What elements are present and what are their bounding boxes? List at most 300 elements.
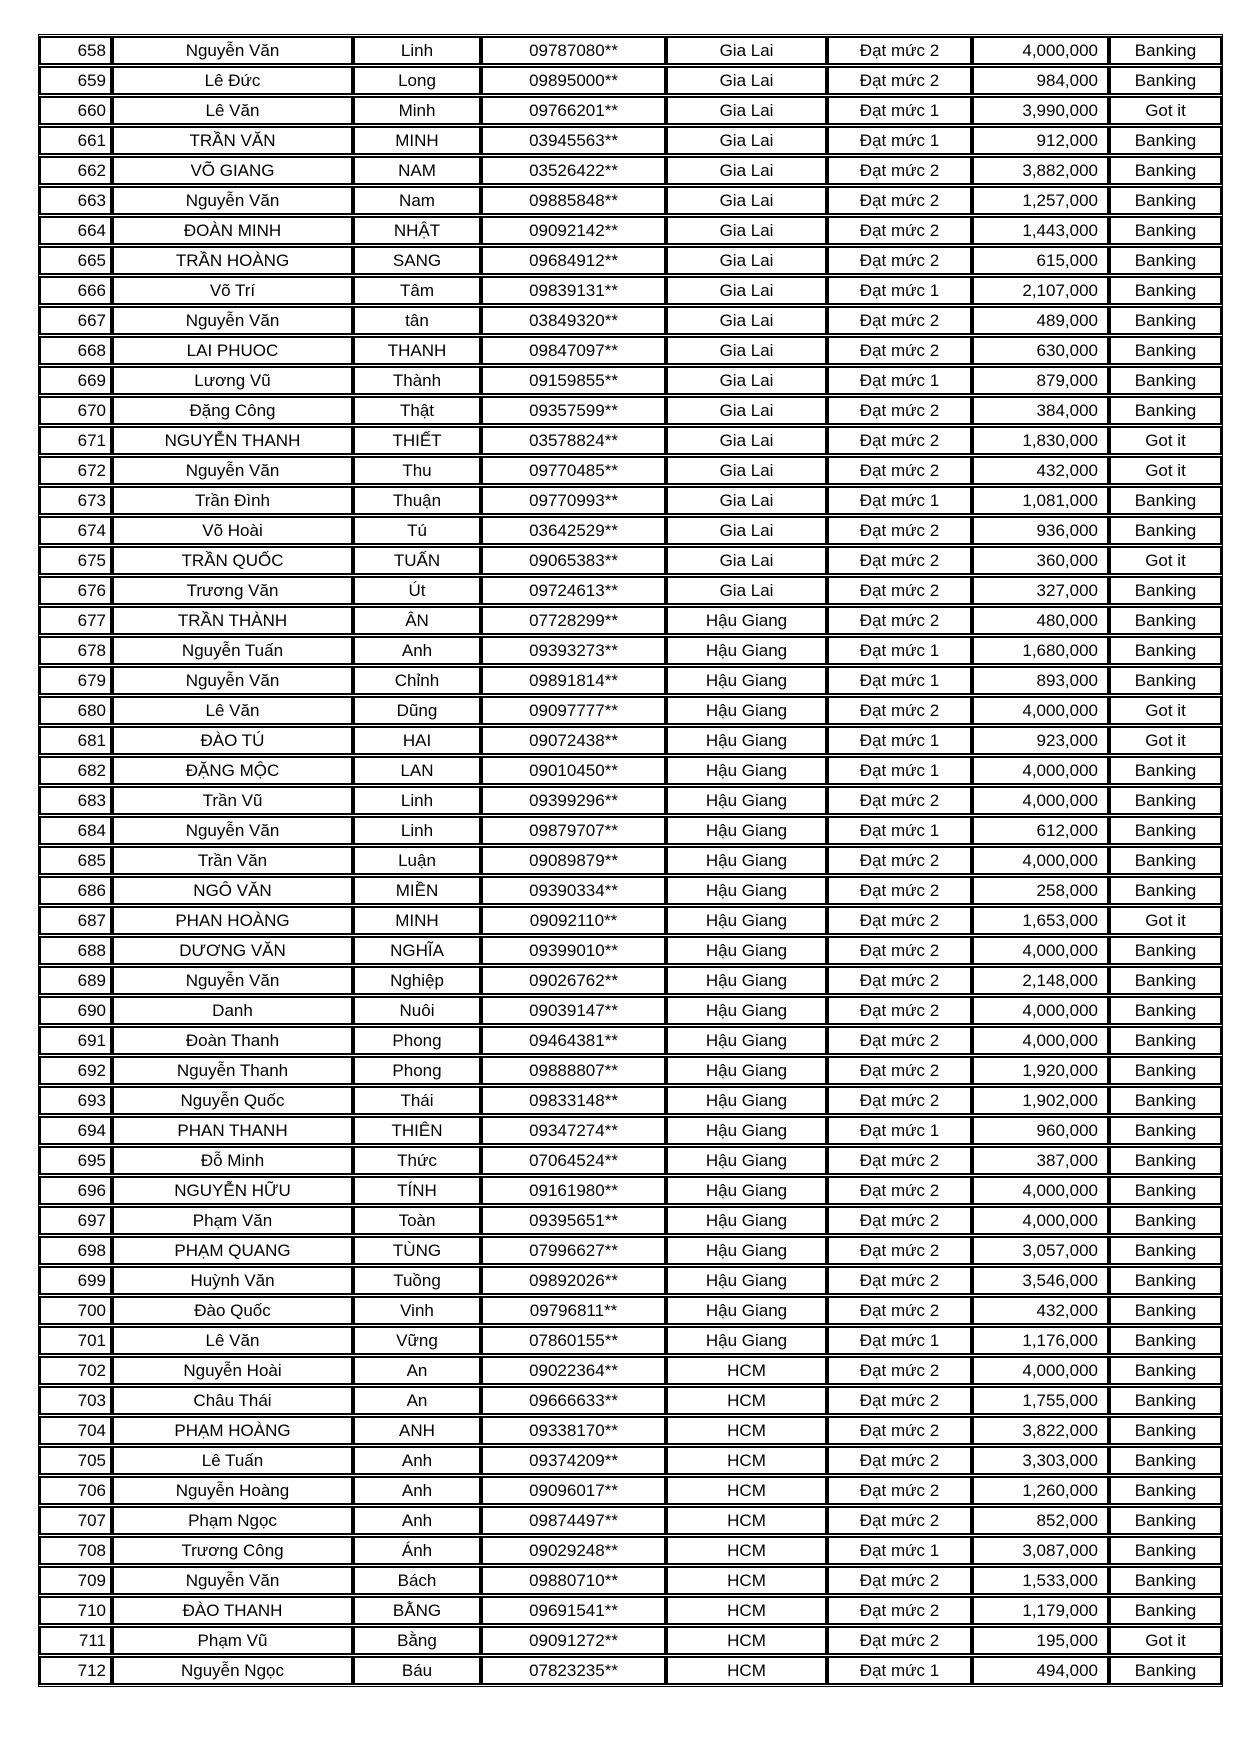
cell-last-name: MINH bbox=[353, 126, 481, 155]
cell-status: Banking bbox=[1109, 1176, 1222, 1205]
cell-last-name: Dũng bbox=[353, 696, 481, 725]
cell-province: Hậu Giang bbox=[666, 1086, 827, 1115]
cell-id: 687 bbox=[39, 906, 112, 935]
cell-phone: 09839131** bbox=[481, 276, 666, 305]
table-row bbox=[39, 936, 1222, 965]
cell-last-name: NGHĨA bbox=[353, 936, 481, 965]
table-row bbox=[39, 1386, 1222, 1415]
cell-id: 668 bbox=[39, 336, 112, 365]
cell-phone: 09691541** bbox=[481, 1596, 666, 1625]
cell-first-name: Lê Tuấn bbox=[112, 1446, 353, 1475]
cell-amount: 630,000 bbox=[972, 336, 1109, 365]
cell-status: Banking bbox=[1109, 1236, 1222, 1265]
cell-last-name: Tâm bbox=[353, 276, 481, 305]
cell-province: HCM bbox=[666, 1656, 827, 1685]
cell-level: Đạt mức 2 bbox=[827, 336, 972, 365]
cell-province: Hậu Giang bbox=[666, 1056, 827, 1085]
cell-last-name: THANH bbox=[353, 336, 481, 365]
cell-first-name: Nguyễn Ngọc bbox=[112, 1656, 353, 1685]
table-row bbox=[39, 276, 1222, 305]
table-row bbox=[39, 996, 1222, 1025]
cell-status: Got it bbox=[1109, 726, 1222, 755]
cell-amount: 1,081,000 bbox=[972, 486, 1109, 515]
cell-first-name: Trần Văn bbox=[112, 846, 353, 875]
cell-phone: 09880710** bbox=[481, 1566, 666, 1595]
cell-id: 672 bbox=[39, 456, 112, 485]
cell-phone: 09096017** bbox=[481, 1476, 666, 1505]
cell-status: Banking bbox=[1109, 786, 1222, 815]
cell-id: 693 bbox=[39, 1086, 112, 1115]
cell-province: Hậu Giang bbox=[666, 636, 827, 665]
cell-last-name: tân bbox=[353, 306, 481, 335]
table-row bbox=[39, 1566, 1222, 1595]
cell-phone: 09395651** bbox=[481, 1206, 666, 1235]
cell-id: 698 bbox=[39, 1236, 112, 1265]
cell-level: Đạt mức 2 bbox=[827, 996, 972, 1025]
cell-last-name: An bbox=[353, 1386, 481, 1415]
cell-phone: 09390334** bbox=[481, 876, 666, 905]
cell-status: Banking bbox=[1109, 636, 1222, 665]
cell-level: Đạt mức 2 bbox=[827, 606, 972, 635]
cell-level: Đạt mức 2 bbox=[827, 1506, 972, 1535]
cell-last-name: ANH bbox=[353, 1416, 481, 1445]
cell-province: HCM bbox=[666, 1476, 827, 1505]
table-row bbox=[39, 336, 1222, 365]
cell-status: Banking bbox=[1109, 276, 1222, 305]
cell-id: 691 bbox=[39, 1026, 112, 1055]
cell-last-name: NAM bbox=[353, 156, 481, 185]
cell-first-name: Nguyễn Thanh bbox=[112, 1056, 353, 1085]
cell-level: Đạt mức 2 bbox=[827, 696, 972, 725]
cell-level: Đạt mức 2 bbox=[827, 1356, 972, 1385]
cell-last-name: THIẾT bbox=[353, 426, 481, 455]
cell-amount: 4,000,000 bbox=[972, 756, 1109, 785]
cell-status: Banking bbox=[1109, 1266, 1222, 1295]
cell-level: Đạt mức 1 bbox=[827, 366, 972, 395]
cell-id: 688 bbox=[39, 936, 112, 965]
cell-province: Gia Lai bbox=[666, 486, 827, 515]
cell-last-name: ÂN bbox=[353, 606, 481, 635]
cell-status: Banking bbox=[1109, 936, 1222, 965]
cell-last-name: Anh bbox=[353, 1476, 481, 1505]
cell-amount: 1,176,000 bbox=[972, 1326, 1109, 1355]
cell-amount: 3,303,000 bbox=[972, 1446, 1109, 1475]
cell-province: HCM bbox=[666, 1416, 827, 1445]
cell-province: Hậu Giang bbox=[666, 1296, 827, 1325]
table-row bbox=[39, 396, 1222, 425]
cell-province: HCM bbox=[666, 1596, 827, 1625]
table-row bbox=[39, 186, 1222, 215]
cell-last-name: Thái bbox=[353, 1086, 481, 1115]
cell-status: Banking bbox=[1109, 1356, 1222, 1385]
cell-level: Đạt mức 1 bbox=[827, 1656, 972, 1685]
cell-level: Đạt mức 2 bbox=[827, 936, 972, 965]
table-row bbox=[39, 1446, 1222, 1475]
table-row bbox=[39, 1026, 1222, 1055]
cell-first-name: Danh bbox=[112, 996, 353, 1025]
cell-province: HCM bbox=[666, 1386, 827, 1415]
cell-first-name: Đào Quốc bbox=[112, 1296, 353, 1325]
cell-status: Banking bbox=[1109, 1446, 1222, 1475]
table-row bbox=[39, 576, 1222, 605]
cell-amount: 1,443,000 bbox=[972, 216, 1109, 245]
cell-phone: 07996627** bbox=[481, 1236, 666, 1265]
cell-status: Banking bbox=[1109, 306, 1222, 335]
cell-status: Banking bbox=[1109, 756, 1222, 785]
cell-phone: 03578824** bbox=[481, 426, 666, 455]
cell-status: Banking bbox=[1109, 576, 1222, 605]
table-row bbox=[39, 906, 1222, 935]
cell-status: Got it bbox=[1109, 696, 1222, 725]
cell-id: 686 bbox=[39, 876, 112, 905]
cell-id: 682 bbox=[39, 756, 112, 785]
cell-first-name: Đỗ Minh bbox=[112, 1146, 353, 1175]
cell-phone: 03945563** bbox=[481, 126, 666, 155]
cell-level: Đạt mức 2 bbox=[827, 426, 972, 455]
cell-id: 670 bbox=[39, 396, 112, 425]
cell-last-name: Anh bbox=[353, 1446, 481, 1475]
cell-id: 677 bbox=[39, 606, 112, 635]
cell-amount: 4,000,000 bbox=[972, 696, 1109, 725]
cell-level: Đạt mức 2 bbox=[827, 876, 972, 905]
cell-amount: 1,680,000 bbox=[972, 636, 1109, 665]
cell-status: Banking bbox=[1109, 666, 1222, 695]
cell-amount: 4,000,000 bbox=[972, 846, 1109, 875]
cell-level: Đạt mức 1 bbox=[827, 276, 972, 305]
cell-amount: 3,546,000 bbox=[972, 1266, 1109, 1295]
cell-last-name: SANG bbox=[353, 246, 481, 275]
cell-id: 708 bbox=[39, 1536, 112, 1565]
cell-first-name: Lê Văn bbox=[112, 96, 353, 125]
cell-first-name: LAI PHUOC bbox=[112, 336, 353, 365]
cell-level: Đạt mức 2 bbox=[827, 576, 972, 605]
cell-phone: 09026762** bbox=[481, 966, 666, 995]
cell-level: Đạt mức 1 bbox=[827, 666, 972, 695]
cell-id: 667 bbox=[39, 306, 112, 335]
cell-level: Đạt mức 1 bbox=[827, 486, 972, 515]
cell-amount: 912,000 bbox=[972, 126, 1109, 155]
cell-amount: 4,000,000 bbox=[972, 936, 1109, 965]
cell-id: 661 bbox=[39, 126, 112, 155]
cell-first-name: NGUYỄN THANH bbox=[112, 426, 353, 455]
cell-id: 678 bbox=[39, 636, 112, 665]
table-row bbox=[39, 816, 1222, 845]
table-row bbox=[39, 636, 1222, 665]
table-row bbox=[39, 486, 1222, 515]
cell-province: Hậu Giang bbox=[666, 1176, 827, 1205]
cell-id: 673 bbox=[39, 486, 112, 515]
cell-last-name: TÙNG bbox=[353, 1236, 481, 1265]
cell-last-name: Thành bbox=[353, 366, 481, 395]
cell-status: Banking bbox=[1109, 396, 1222, 425]
cell-level: Đạt mức 2 bbox=[827, 906, 972, 935]
cell-phone: 07823235** bbox=[481, 1656, 666, 1685]
cell-id: 706 bbox=[39, 1476, 112, 1505]
cell-level: Đạt mức 2 bbox=[827, 66, 972, 95]
cell-first-name: Trương Văn bbox=[112, 576, 353, 605]
cell-level: Đạt mức 2 bbox=[827, 1146, 972, 1175]
cell-province: HCM bbox=[666, 1356, 827, 1385]
cell-amount: 3,990,000 bbox=[972, 96, 1109, 125]
cell-province: Hậu Giang bbox=[666, 726, 827, 755]
cell-status: Banking bbox=[1109, 1206, 1222, 1235]
cell-last-name: Linh bbox=[353, 36, 481, 65]
cell-level: Đạt mức 2 bbox=[827, 306, 972, 335]
cell-province: Gia Lai bbox=[666, 156, 827, 185]
cell-last-name: Phong bbox=[353, 1026, 481, 1055]
cell-id: 700 bbox=[39, 1296, 112, 1325]
cell-province: Gia Lai bbox=[666, 306, 827, 335]
cell-amount: 984,000 bbox=[972, 66, 1109, 95]
cell-phone: 09885848** bbox=[481, 186, 666, 215]
cell-phone: 09089879** bbox=[481, 846, 666, 875]
table-row bbox=[39, 786, 1222, 815]
cell-phone: 03642529** bbox=[481, 516, 666, 545]
cell-first-name: ĐẶNG MỘC bbox=[112, 756, 353, 785]
cell-amount: 384,000 bbox=[972, 396, 1109, 425]
cell-status: Banking bbox=[1109, 1416, 1222, 1445]
table-row bbox=[39, 1476, 1222, 1505]
cell-level: Đạt mức 2 bbox=[827, 516, 972, 545]
cell-last-name: HAI bbox=[353, 726, 481, 755]
cell-last-name: NHẬT bbox=[353, 216, 481, 245]
cell-id: 671 bbox=[39, 426, 112, 455]
table-row bbox=[39, 1656, 1222, 1685]
cell-first-name: Trần Đình bbox=[112, 486, 353, 515]
cell-phone: 09399296** bbox=[481, 786, 666, 815]
cell-province: Hậu Giang bbox=[666, 1266, 827, 1295]
cell-level: Đạt mức 2 bbox=[827, 1476, 972, 1505]
cell-province: Gia Lai bbox=[666, 246, 827, 275]
table-row bbox=[39, 246, 1222, 275]
cell-level: Đạt mức 2 bbox=[827, 36, 972, 65]
cell-phone: 09796811** bbox=[481, 1296, 666, 1325]
cell-first-name: Nguyễn Văn bbox=[112, 456, 353, 485]
cell-level: Đạt mức 2 bbox=[827, 1266, 972, 1295]
cell-id: 690 bbox=[39, 996, 112, 1025]
cell-status: Banking bbox=[1109, 966, 1222, 995]
cell-amount: 432,000 bbox=[972, 456, 1109, 485]
cell-amount: 879,000 bbox=[972, 366, 1109, 395]
cell-phone: 09833148** bbox=[481, 1086, 666, 1115]
cell-first-name: ĐÀO TÚ bbox=[112, 726, 353, 755]
cell-status: Banking bbox=[1109, 816, 1222, 845]
cell-amount: 387,000 bbox=[972, 1146, 1109, 1175]
cell-first-name: TRẦN HOÀNG bbox=[112, 246, 353, 275]
cell-amount: 3,057,000 bbox=[972, 1236, 1109, 1265]
cell-status: Banking bbox=[1109, 846, 1222, 875]
cell-status: Banking bbox=[1109, 1476, 1222, 1505]
cell-level: Đạt mức 1 bbox=[827, 126, 972, 155]
cell-level: Đạt mức 2 bbox=[827, 1596, 972, 1625]
table-row bbox=[39, 366, 1222, 395]
cell-id: 696 bbox=[39, 1176, 112, 1205]
cell-amount: 936,000 bbox=[972, 516, 1109, 545]
cell-status: Banking bbox=[1109, 1026, 1222, 1055]
cell-phone: 09374209** bbox=[481, 1446, 666, 1475]
cell-first-name: Võ Hoài bbox=[112, 516, 353, 545]
cell-phone: 09092142** bbox=[481, 216, 666, 245]
cell-level: Đạt mức 1 bbox=[827, 1536, 972, 1565]
cell-last-name: Chỉnh bbox=[353, 666, 481, 695]
cell-province: Gia Lai bbox=[666, 516, 827, 545]
cell-phone: 09039147** bbox=[481, 996, 666, 1025]
cell-level: Đạt mức 2 bbox=[827, 1176, 972, 1205]
cell-level: Đạt mức 2 bbox=[827, 1026, 972, 1055]
cell-amount: 852,000 bbox=[972, 1506, 1109, 1535]
cell-status: Got it bbox=[1109, 906, 1222, 935]
cell-province: Hậu Giang bbox=[666, 966, 827, 995]
cell-first-name: TRẦN QUỐC bbox=[112, 546, 353, 575]
cell-level: Đạt mức 1 bbox=[827, 756, 972, 785]
cell-level: Đạt mức 2 bbox=[827, 1386, 972, 1415]
cell-id: 681 bbox=[39, 726, 112, 755]
cell-amount: 4,000,000 bbox=[972, 1176, 1109, 1205]
cell-last-name: Long bbox=[353, 66, 481, 95]
cell-phone: 09065383** bbox=[481, 546, 666, 575]
cell-first-name: Nguyễn Tuấn bbox=[112, 636, 353, 665]
cell-last-name: An bbox=[353, 1356, 481, 1385]
table-row bbox=[39, 1356, 1222, 1385]
cell-first-name: Nguyễn Văn bbox=[112, 1566, 353, 1595]
cell-amount: 612,000 bbox=[972, 816, 1109, 845]
cell-id: 666 bbox=[39, 276, 112, 305]
cell-last-name: Anh bbox=[353, 636, 481, 665]
cell-amount: 615,000 bbox=[972, 246, 1109, 275]
cell-status: Banking bbox=[1109, 1506, 1222, 1535]
cell-amount: 960,000 bbox=[972, 1116, 1109, 1145]
cell-last-name: Ánh bbox=[353, 1536, 481, 1565]
table-row bbox=[39, 306, 1222, 335]
cell-first-name: Nguyễn Hoàng bbox=[112, 1476, 353, 1505]
cell-phone: 03526422** bbox=[481, 156, 666, 185]
cell-province: Gia Lai bbox=[666, 336, 827, 365]
cell-phone: 09464381** bbox=[481, 1026, 666, 1055]
cell-province: Hậu Giang bbox=[666, 1236, 827, 1265]
cell-first-name: Nguyễn Quốc bbox=[112, 1086, 353, 1115]
cell-id: 701 bbox=[39, 1326, 112, 1355]
cell-province: HCM bbox=[666, 1446, 827, 1475]
cell-id: 662 bbox=[39, 156, 112, 185]
cell-id: 705 bbox=[39, 1446, 112, 1475]
cell-status: Banking bbox=[1109, 876, 1222, 905]
cell-phone: 09357599** bbox=[481, 396, 666, 425]
cell-id: 665 bbox=[39, 246, 112, 275]
cell-id: 699 bbox=[39, 1266, 112, 1295]
cell-province: Gia Lai bbox=[666, 36, 827, 65]
cell-phone: 09159855** bbox=[481, 366, 666, 395]
cell-province: Hậu Giang bbox=[666, 666, 827, 695]
cell-level: Đạt mức 2 bbox=[827, 1086, 972, 1115]
cell-province: Gia Lai bbox=[666, 576, 827, 605]
cell-province: Gia Lai bbox=[666, 66, 827, 95]
cell-last-name: Linh bbox=[353, 816, 481, 845]
cell-level: Đạt mức 2 bbox=[827, 966, 972, 995]
cell-status: Banking bbox=[1109, 1386, 1222, 1415]
cell-amount: 494,000 bbox=[972, 1656, 1109, 1685]
cell-phone: 09770485** bbox=[481, 456, 666, 485]
cell-id: 697 bbox=[39, 1206, 112, 1235]
table-row bbox=[39, 1236, 1222, 1265]
cell-first-name: Đoàn Thanh bbox=[112, 1026, 353, 1055]
cell-id: 694 bbox=[39, 1116, 112, 1145]
cell-last-name: Linh bbox=[353, 786, 481, 815]
cell-status: Banking bbox=[1109, 1326, 1222, 1355]
cell-first-name: Phạm Văn bbox=[112, 1206, 353, 1235]
cell-first-name: Huỳnh Văn bbox=[112, 1266, 353, 1295]
cell-id: 683 bbox=[39, 786, 112, 815]
cell-amount: 4,000,000 bbox=[972, 1026, 1109, 1055]
cell-level: Đạt mức 2 bbox=[827, 1206, 972, 1235]
cell-status: Banking bbox=[1109, 1146, 1222, 1175]
cell-first-name: NGUYỄN HỮU bbox=[112, 1176, 353, 1205]
cell-last-name: Thu bbox=[353, 456, 481, 485]
cell-first-name: Lê Văn bbox=[112, 1326, 353, 1355]
cell-first-name: Lê Văn bbox=[112, 696, 353, 725]
cell-level: Đạt mức 2 bbox=[827, 1056, 972, 1085]
cell-first-name: Trần Vũ bbox=[112, 786, 353, 815]
cell-last-name: TÍNH bbox=[353, 1176, 481, 1205]
cell-province: Hậu Giang bbox=[666, 696, 827, 725]
table-row bbox=[39, 36, 1222, 65]
cell-last-name: TUẤN bbox=[353, 546, 481, 575]
cell-id: 658 bbox=[39, 36, 112, 65]
cell-id: 703 bbox=[39, 1386, 112, 1415]
cell-first-name: Phạm Ngọc bbox=[112, 1506, 353, 1535]
table-body bbox=[39, 36, 1222, 1685]
cell-province: Gia Lai bbox=[666, 276, 827, 305]
cell-first-name: Đặng Công bbox=[112, 396, 353, 425]
cell-first-name: Lương Vũ bbox=[112, 366, 353, 395]
cell-phone: 09097777** bbox=[481, 696, 666, 725]
cell-last-name: Báu bbox=[353, 1656, 481, 1685]
cell-last-name: Vinh bbox=[353, 1296, 481, 1325]
cell-province: Gia Lai bbox=[666, 96, 827, 125]
table-row bbox=[39, 546, 1222, 575]
cell-id: 711 bbox=[39, 1626, 112, 1655]
cell-status: Banking bbox=[1109, 156, 1222, 185]
cell-first-name: TRẦN THÀNH bbox=[112, 606, 353, 635]
cell-province: Gia Lai bbox=[666, 546, 827, 575]
table-row bbox=[39, 1296, 1222, 1325]
cell-status: Banking bbox=[1109, 486, 1222, 515]
cell-status: Got it bbox=[1109, 96, 1222, 125]
cell-id: 659 bbox=[39, 66, 112, 95]
cell-phone: 09787080** bbox=[481, 36, 666, 65]
cell-level: Đạt mức 2 bbox=[827, 546, 972, 575]
cell-id: 689 bbox=[39, 966, 112, 995]
cell-first-name: Nguyễn Văn bbox=[112, 36, 353, 65]
cell-phone: 09891814** bbox=[481, 666, 666, 695]
cell-amount: 4,000,000 bbox=[972, 36, 1109, 65]
cell-level: Đạt mức 2 bbox=[827, 186, 972, 215]
table-row bbox=[39, 1206, 1222, 1235]
cell-status: Got it bbox=[1109, 546, 1222, 575]
cell-province: Gia Lai bbox=[666, 366, 827, 395]
cell-status: Got it bbox=[1109, 456, 1222, 485]
table-row bbox=[39, 876, 1222, 905]
cell-status: Banking bbox=[1109, 1536, 1222, 1565]
cell-phone: 03849320** bbox=[481, 306, 666, 335]
cell-status: Banking bbox=[1109, 1116, 1222, 1145]
cell-province: HCM bbox=[666, 1626, 827, 1655]
table-row bbox=[39, 66, 1222, 95]
cell-last-name: Phong bbox=[353, 1056, 481, 1085]
cell-amount: 4,000,000 bbox=[972, 786, 1109, 815]
cell-id: 660 bbox=[39, 96, 112, 125]
cell-id: 664 bbox=[39, 216, 112, 245]
cell-province: Hậu Giang bbox=[666, 876, 827, 905]
